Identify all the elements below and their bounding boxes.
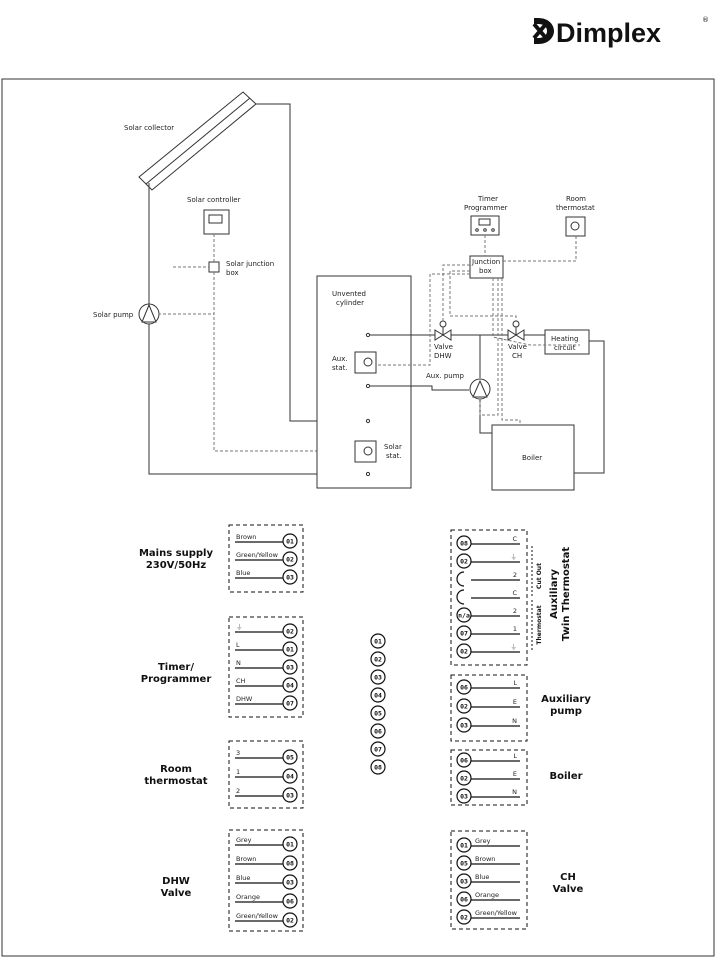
registered-mark: ® — [702, 16, 709, 24]
thermostat-label: Thermostat — [536, 605, 543, 645]
junction-label-2: box — [479, 267, 492, 275]
mains-title-2: 230V/50Hz — [145, 560, 207, 571]
aux_pump-wiring-block — [451, 675, 527, 741]
schematic — [139, 92, 604, 490]
junction-4-terminal-label: 04 — [374, 691, 382, 700]
ch-title-2: Valve — [552, 884, 584, 895]
dhw-wire-label: Orange — [236, 893, 261, 901]
mains-row-terminal-label: 02 — [286, 555, 294, 564]
timer-row-terminal-label: 07 — [286, 699, 294, 708]
boiler-wire-label: L — [513, 752, 517, 760]
junction-2-terminal-label: 02 — [374, 655, 382, 664]
ch-wiring-block — [451, 831, 527, 929]
boiler-wire-label: N — [512, 788, 517, 796]
dhw-row-terminal-label: 02 — [286, 916, 294, 925]
diagram-frame — [2, 79, 714, 956]
solar-junction-label-1: Solar junction — [226, 260, 275, 268]
boiler-row-terminal-label: 03 — [460, 792, 468, 801]
valve-ch-label-2: CH — [512, 352, 523, 360]
solar-stat-box — [355, 441, 376, 462]
timer-wiring-block — [229, 617, 303, 717]
aux-stat-box — [355, 352, 376, 373]
boiler-row-terminal-label: 02 — [460, 774, 468, 783]
ch-title-1: CH — [560, 872, 576, 883]
heating-circuit-label-2: circuit — [554, 344, 576, 352]
timer-row-terminal-label: 04 — [286, 681, 294, 690]
timer-wire-label: N — [236, 659, 241, 667]
cylinder-port-solar-flow — [366, 419, 369, 422]
cylinder-label-2: cylinder — [336, 299, 364, 307]
room-wire-label: 2 — [236, 787, 241, 795]
solar-stat-label-1: Solar — [384, 443, 402, 451]
twin-row-terminal-label: 02 — [460, 557, 468, 566]
aux_pump-wire-label: E — [512, 698, 517, 706]
twin-wire-label: C — [512, 535, 517, 543]
room-title-2: thermostat — [144, 776, 208, 787]
solar-collector-label: Solar collector — [124, 124, 175, 132]
solar-pump-wire — [159, 272, 214, 314]
solar-junction-label-2: box — [226, 269, 239, 277]
room-thermostat-box — [566, 217, 585, 236]
aux-stat-label-1: Aux. — [332, 355, 348, 363]
aux_pump-row-terminal-label: 06 — [460, 683, 468, 692]
mains-row-terminal-label: 03 — [286, 573, 294, 582]
twin-row-terminal-label: 08 — [460, 539, 468, 548]
heating-return-pipe — [574, 341, 604, 473]
twin-wire-label: 2 — [512, 607, 517, 615]
solar-pump-label: Solar pump — [93, 311, 134, 319]
twin-blank-terminal — [457, 572, 464, 586]
solar-stat-label-2: stat. — [386, 452, 402, 460]
timer-label-1: Timer — [478, 195, 499, 203]
twin-wire-label: ⏚ — [510, 553, 517, 561]
dhw-wire-label: Brown — [236, 855, 257, 863]
twin-row-terminal-label: 07 — [460, 629, 468, 638]
dhw-row-terminal-label: 01 — [286, 840, 294, 849]
dhw-row-terminal-label: 08 — [286, 859, 294, 868]
room-row-terminal-label: 05 — [286, 753, 294, 762]
aux_pump-wire-label: L — [513, 679, 517, 687]
timer-wire-label: ⏚ — [236, 623, 243, 631]
aux_pump-title-1: Auxiliary — [541, 694, 591, 705]
junction-7-terminal-label: 07 — [374, 745, 382, 754]
twin-wire-label: 1 — [512, 625, 517, 633]
boiler-wire-label: E — [512, 770, 517, 778]
mains-wiring-block — [229, 525, 303, 592]
ch-row-terminal-label: 06 — [460, 895, 468, 904]
dhw-title-1: DHW — [162, 876, 190, 887]
junction-1-terminal-label: 01 — [374, 637, 382, 646]
heating-circuit-label-1: Heating — [551, 335, 579, 343]
aux_pump-title-2: pump — [550, 706, 582, 717]
timer-label-2: Programmer — [464, 204, 508, 212]
wiring-section — [139, 525, 591, 931]
timer-wire-label: DHW — [236, 695, 253, 703]
timer-title-2: Programmer — [140, 674, 212, 685]
mains-wire-label: Brown — [236, 533, 257, 541]
junction-5-terminal-label: 05 — [374, 709, 382, 718]
mains-wire-label: Green/Yellow — [236, 551, 278, 559]
twin-title-1: Auxiliary — [549, 569, 560, 619]
twin-blank-terminal — [457, 590, 464, 604]
ch-wire-label: Brown — [475, 855, 496, 863]
twin-wiring-block — [451, 530, 527, 665]
boiler-row-terminal-label: 06 — [460, 756, 468, 765]
dimplex-logo-mark — [534, 18, 554, 44]
room-wiring-block — [229, 741, 303, 808]
valve-dhw-icon — [435, 321, 451, 340]
room-title-1: Room — [160, 764, 192, 775]
timer-title-1: Timer/ — [157, 662, 195, 673]
valve-ch-label-1: Valve — [508, 343, 527, 351]
junction-8-terminal-label: 08 — [374, 763, 382, 772]
boiler-wiring-block — [451, 750, 527, 805]
room-row-terminal-label: 04 — [286, 772, 294, 781]
twin-row-terminal-label: n/a — [458, 611, 470, 620]
room-wire-label: 3 — [236, 749, 241, 757]
twin-title-2: Twin Thermostat — [561, 546, 572, 642]
boiler-label: Boiler — [522, 454, 543, 462]
timer-row-terminal-label: 03 — [286, 663, 294, 672]
ch-row-terminal-label: 05 — [460, 859, 468, 868]
dhw-wire-label: Grey — [236, 836, 252, 844]
mains-row-terminal-label: 01 — [286, 537, 294, 546]
twin-wire-label: ⏚ — [510, 643, 517, 651]
timer-wire-label: CH — [236, 677, 246, 685]
junction-label-1: Junction — [472, 258, 501, 266]
dhw-title-2: Valve — [160, 888, 192, 899]
ch-row-terminal-label: 02 — [460, 913, 468, 922]
solar-controller-box — [204, 210, 229, 234]
solar-collector-divider — [146, 98, 250, 184]
twin-wire-label: 2 — [512, 571, 517, 579]
solar-controller-label: Solar controller — [187, 196, 241, 204]
dhw-row-terminal-label: 06 — [286, 897, 294, 906]
aux_pump-row-terminal-label: 03 — [460, 721, 468, 730]
room-wire-label: 1 — [236, 768, 241, 776]
ch-wire-label: Green/Yellow — [475, 909, 517, 917]
twin-wire-label: C — [512, 589, 517, 597]
mains-title-1: Mains supply — [138, 548, 214, 559]
junction-6-terminal-label: 06 — [374, 727, 382, 736]
mains-wire-label: Blue — [236, 569, 251, 577]
cylinder-label-1: Unvented — [332, 290, 366, 298]
cylinder-port-solar-return — [366, 472, 369, 475]
dhw-wire-label: Green/Yellow — [236, 912, 278, 920]
room-thermostat-label-2: thermostat — [556, 204, 595, 212]
dhw-wiring-block — [229, 830, 303, 931]
ch-wire-label: Blue — [475, 873, 490, 881]
timer-row-terminal-label: 02 — [286, 627, 294, 636]
junction-terminal-strip — [371, 634, 385, 774]
solar-junction-box-icon — [209, 262, 219, 272]
dimplex-logo — [534, 16, 709, 48]
room-thermostat-label-1: Room — [566, 195, 586, 203]
ch-wire-label: Orange — [475, 891, 500, 899]
timer-wire-label: L — [236, 641, 240, 649]
valve-ch-icon — [508, 321, 524, 340]
valve-dhw-label-1: Valve — [434, 343, 453, 351]
dhw-wire-label: Blue — [236, 874, 251, 882]
ch-row-terminal-label: 03 — [460, 877, 468, 886]
aux_pump-row-terminal-label: 02 — [460, 702, 468, 711]
twin-row-terminal-label: 02 — [460, 647, 468, 656]
aux-pump-boiler-pipe — [480, 399, 492, 433]
valve-dhw-label-2: DHW — [434, 352, 452, 360]
dhw-row-terminal-label: 03 — [286, 878, 294, 887]
aux_pump-wire-label: N — [512, 717, 517, 725]
boiler-title-1: Boiler — [549, 771, 583, 782]
room-row-terminal-label: 03 — [286, 791, 294, 800]
brand-name: Dimplex — [556, 18, 662, 48]
timer-row-terminal-label: 01 — [286, 645, 294, 654]
aux-stat-label-2: stat. — [332, 364, 348, 372]
ch-row-terminal-label: 01 — [460, 841, 468, 850]
ch-wire-label: Grey — [475, 837, 491, 845]
cut-out-label: Cut Out — [536, 563, 543, 589]
junction-3-terminal-label: 03 — [374, 673, 382, 682]
aux-pump-label: Aux. pump — [426, 372, 464, 380]
